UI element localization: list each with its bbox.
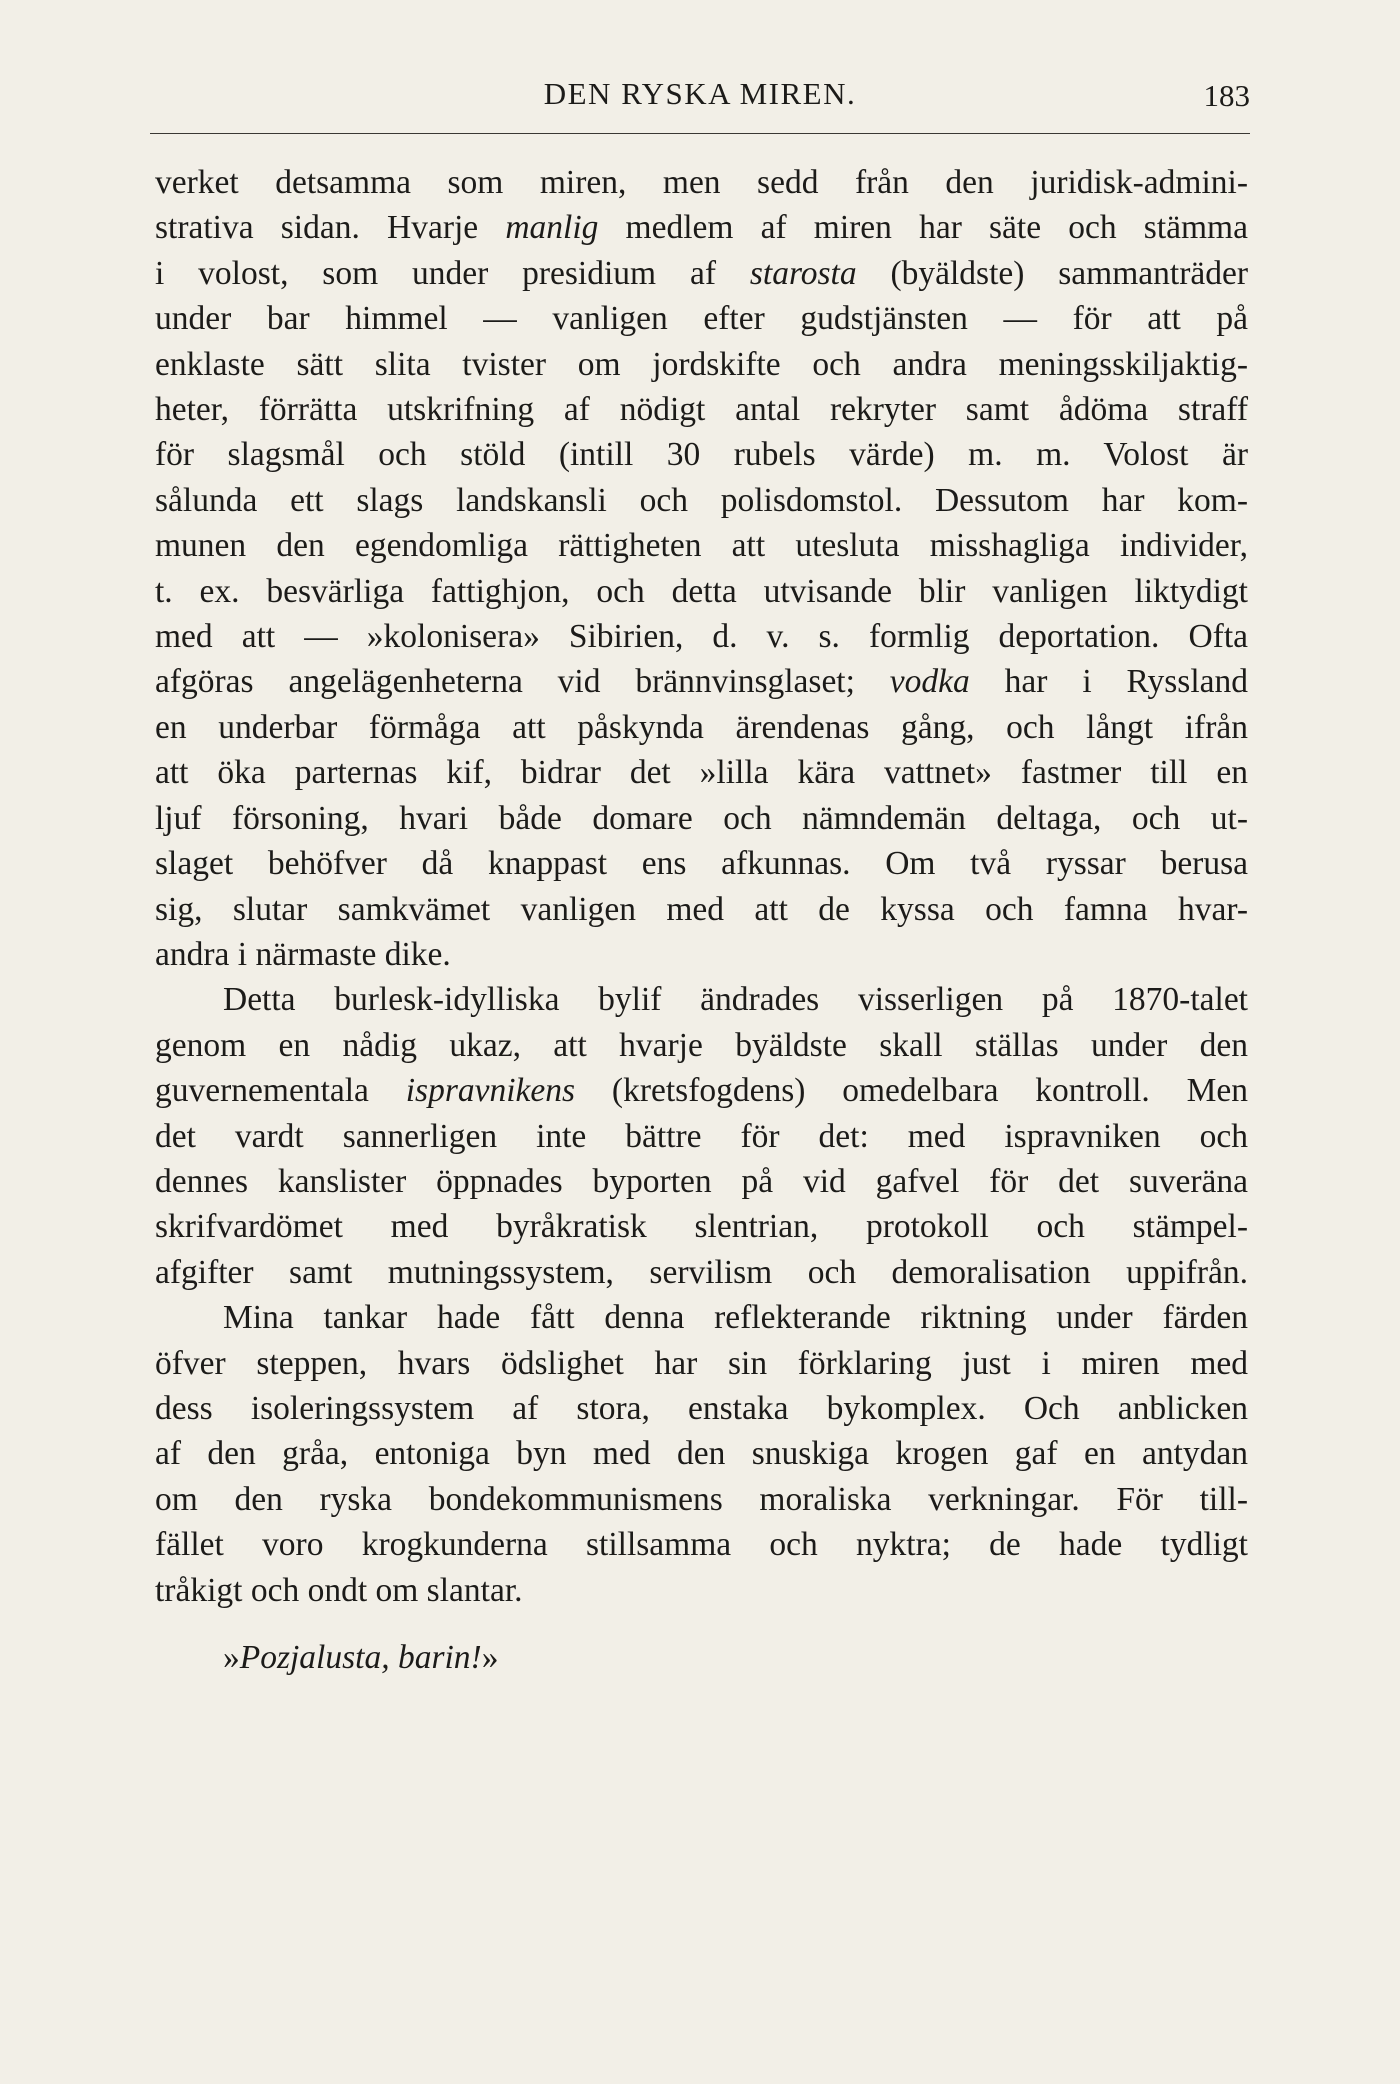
text-line: afgifter samt mutningssystem, servilism och demoralisation uppifrån.	[155, 1253, 1248, 1291]
header-rule	[150, 133, 1250, 134]
text-line: fället voro krogkunderna stillsamma och nyktra; de hade tydligt	[155, 1526, 1248, 1564]
text-line: dess isoleringssystem af stora, enstaka bykomplex. Och anblicken	[155, 1389, 1248, 1427]
italic-term: starosta	[749, 254, 857, 292]
text-line: sålunda ett slags landskansli och polisdomstol. Dessutom har kom-	[155, 481, 1248, 519]
italic-term: ispravnikens	[405, 1072, 576, 1110]
text-line: heter, förrätta utskrifning af nödigt antal rekryter samt ådöma straff	[155, 391, 1248, 429]
text-line: det vardt sannerligen inte bättre för det: med ispravniken och	[155, 1117, 1248, 1155]
text-line: om den ryska bondekommunismens moraliska verkningar. För till-	[155, 1480, 1248, 1518]
running-head	[150, 76, 1250, 126]
text-line: andra i närmaste dike.	[155, 935, 451, 973]
italic-dialogue: Pozjalusta, barin!	[239, 1639, 482, 1676]
text-line: genom en nådig ukaz, att hvarje byäldste skall ställas under den	[155, 1026, 1248, 1064]
text-line: guvernementala ispravnikens (kretsfogdens) omedelbara kontroll. Men	[155, 1072, 1248, 1110]
paragraph-3	[155, 1295, 1248, 1613]
text-line: munen den egendomliga rättigheten att utesluta misshagliga individer,	[155, 527, 1248, 565]
page-number: 183	[1203, 78, 1250, 113]
text-line: för slagsmål och stöld (intill 30 rubels värde) m. m. Volost är	[155, 436, 1248, 474]
text-line: af den gråa, entoniga byn med den snuskiga krogen gaf en antydan	[155, 1435, 1248, 1473]
text-line: t. ex. besvärliga fattighjon, och detta utvisande blir vanligen liktydigt	[155, 572, 1248, 610]
text-line: under bar himmel — vanligen efter gudstjänsten — för att på	[155, 300, 1248, 338]
italic-term: vodka	[889, 663, 970, 701]
text-line: skrifvardömet med byråkratisk slentrian, protokoll och stämpel-	[155, 1208, 1248, 1246]
text-line: tråkigt och ondt om slantar.	[155, 1571, 523, 1609]
text-line: en underbar förmåga att påskynda ärendenas gång, och långt ifrån	[155, 708, 1248, 746]
text-line: Detta burlesk-idylliska bylif ändrades visserligen på 1870-talet	[223, 981, 1248, 1019]
text-line: slaget behöfver då knappast ens afkunnas. Om två ryssar berusa	[155, 845, 1248, 883]
text-line: i volost, som under presidium af starosta (byäldste) sammanträder	[155, 254, 1249, 292]
text-line: öfver steppen, hvars ödslighet har sin förklaring just i miren med	[155, 1344, 1248, 1382]
paragraph-4-dialogue	[155, 1635, 1248, 1680]
text-line: strativa sidan. Hvarje manlig medlem af miren har säte och stämma	[155, 209, 1248, 247]
text-line: dennes kanslister öppnades byporten på vid gafvel för det suveräna	[155, 1162, 1248, 1200]
text-line: ljuf försoning, hvari både domare och nämndemän deltaga, och ut-	[155, 799, 1248, 837]
text-line: Mina tankar hade fått denna reflekterande riktning under färden	[223, 1299, 1248, 1337]
text-line: enklaste sätt slita tvister om jordskifte och andra meningsskiljaktig-	[155, 345, 1248, 383]
text-line: sig, slutar samkvämet vanligen med att de kyssa och famna hvar-	[155, 890, 1248, 928]
paragraph-2	[155, 977, 1248, 1295]
body-text	[155, 160, 1248, 1680]
text-line: »Pozjalusta, barin!»	[223, 1639, 499, 1676]
text-line: afgöras angelägenheterna vid brännvinsglaset; vodka har i Ryssland	[155, 663, 1248, 701]
text-line: att öka parternas kif, bidrar det »lilla kära vattnet» fastmer till en	[155, 754, 1248, 792]
italic-term: manlig	[505, 209, 599, 247]
text-line: verket detsamma som miren, men sedd från den juridisk-admini-	[155, 164, 1248, 201]
running-title: DEN RYSKA MIREN.	[543, 76, 857, 111]
text-line: med att — »kolonisera» Sibirien, d. v. s. formlig deportation. Ofta	[155, 618, 1248, 656]
paragraph-1	[155, 160, 1248, 977]
